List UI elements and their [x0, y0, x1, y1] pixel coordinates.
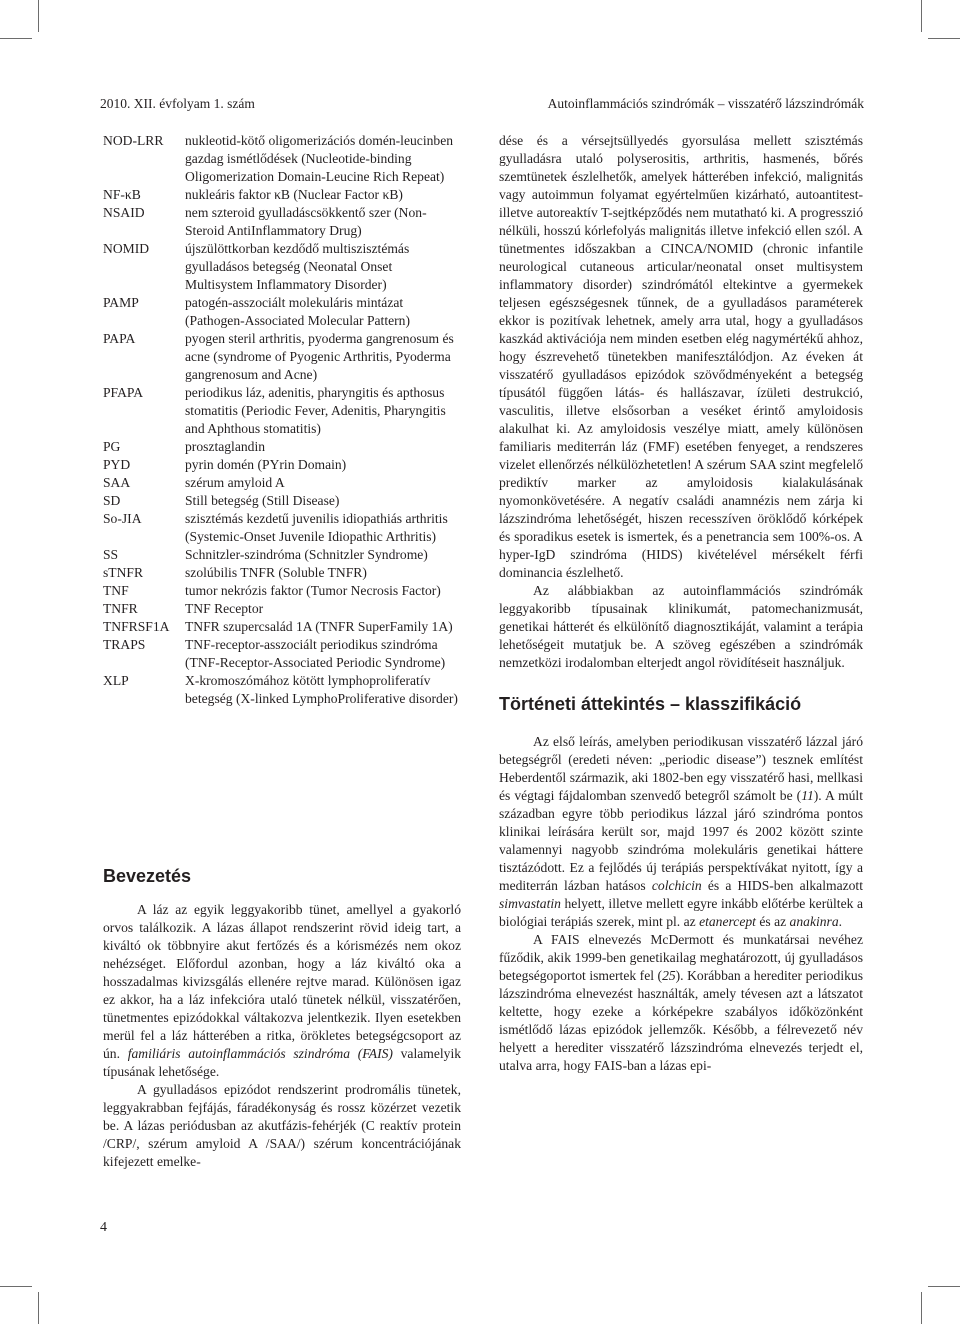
abbr-row: PG prosztaglandin	[103, 439, 266, 454]
abbr-row: XLP X-kromoszómához kötött lymphoproliferatív betegség (X-linked LymphoProliferative disorder)	[103, 673, 458, 706]
crop-mark	[928, 38, 960, 39]
paragraph: dése és a vérsejtsüllyedés gyorsulása mellett szisztémás gyulladásra utaló polyserositis, arthritis, hasmenés, bőrés szemtünetek észlelhetők, amelyek hátterében infekció, malignitás vagy autoimmun folyamat egyértelműen kizárható, autoantitest- illetve autoreaktív T-sejtképződés nem mutatható ki. A progresszió nélküli, hosszú kórlefolyás malignitás illetve infekció ellen szól. A tünetmentes időszakban a CINCA/NOMID (chronic infantile neurological cutaneous articular/neonatal onset multisystem inflammatory disorder) szindrómától eltekintve a gyermekek teljesen egészségesnek tűnnek, de a gyulladásos paraméterek ekkor is pozitívak lehetnek, amely arra utal, hogy a gyulladásos kaszkád aktivációja nem minden esetben elég nagymértékű ahhoz, hogy észrevehető tünetekben manifesztálódjon. Az éveken át visszatérő gyulladásos epizódok szövődményeként a betegség típusától függően látás- és hallászavar, ízületi destrukció, vasculitis, illetve elsősorban a veséket érintő amyloidosis alakulhat ki. Az amyloidosis veszélye miatt, amely különösen familiaris mediterrán láz (FMF) esetében fenyeget, a rendszeres vizelet ellenőrzés nélkülözhetetlen! A szérum SAA szint megfelelő prediktív marker az amyloidosis kialakulásának nyomonkövetésére. A negatív családi anamnézis nem zárja ki lázszindróma lehetőségét, hiszen recesszíven öröklődő kórképek és sporadikus esetek is ismertek, és a penetrancia sem 100%-os. A hyper-IgD szindróma (HIDS) kivételével mérsékelt férfi dominancia észlelhető.	[499, 133, 863, 580]
abbr-row: TNF tumor nekrózis faktor (Tumor Necrosis Factor)	[103, 583, 441, 598]
crop-mark	[0, 1286, 32, 1287]
paragraph: A gyulladásos epizódot rendszerint prodromális tünetek, leggyakrabban fejfájás, fáradékonyság és rossz közérzet vezetik be. A lázas periódusban az akutfázis-fehérjék (C reaktív protein /CRP/, szérum amyloid A /SAA/) szérum koncentrációjának kifejezett emelke-	[103, 1082, 461, 1169]
crop-mark	[928, 1286, 960, 1287]
abbr-row: PAMP patogén-asszociált molekuláris mintázat (Pathogen-Associated Molecular Pattern)	[103, 295, 410, 328]
abbr-row: TRAPS TNF-receptor-asszociált periodikus szindróma (TNF-Receptor-Associated Periodic Syndrome)	[103, 637, 446, 670]
article-title: Autoinflammációs szindrómák – visszatérő lázszindrómák	[547, 96, 864, 111]
crop-mark	[38, 1292, 39, 1324]
abbr-row: SD Still betegség (Still Disease)	[103, 493, 340, 508]
abbreviation-list	[103, 132, 461, 708]
abbr-row: NSAID nem szteroid gyulladáscsökkentő szer (Non-Steroid AntiInflammatory Drug)	[103, 205, 427, 238]
right-column	[499, 132, 863, 1075]
abbr-row: So-JIA szisztémás kezdetű juvenilis idiopathiás arthritis (Systemic-Onset Juvenile Idiopathic Arthritis)	[103, 511, 448, 544]
abbr-row: TNFR TNF Receptor	[103, 601, 264, 616]
journal-issue: 2010. XII. évfolyam 1. szám	[100, 96, 255, 111]
crop-mark	[38, 0, 39, 32]
paragraph: A láz az egyik leggyakoribb tünet, amellyel a gyakorló orvos találkozik. A lázas állapot rendszerint rövid ideig tart, a kiváltó ok többnyire akut fertőzés és a kórismézés nem okoz nehézséget. Előfordul azonban, hogy a láz kiváltó oka a hosszadalmas kivizsgálás ellenére rejtve marad. Különösen igaz ez akkor, ha a láz infekcióra utaló tünetek nélkül, visszatérően, tünetmentes epizódokkal váltakozva jelentkezik. Ilyen esetekben merül fel a láz hátterében a ritka, örökletes betegségcsoport az ún. familiáris autoinflammációs szindróma (FAIS) valamelyik típusának lehetősége.	[103, 902, 462, 1079]
crop-mark	[0, 38, 32, 39]
page-number: 4	[100, 1220, 107, 1235]
abbr-row: NF-κB nukleáris faktor κB (Nuclear Factor κB)	[103, 187, 403, 202]
intro-section	[103, 901, 461, 1171]
abbr-row: PFAPA periodikus láz, adenitis, pharyngitis és apthosus stomatitis (Periodic Fever, Adenitis, Pharyngitis and Aphthous stomatitis)	[103, 385, 446, 436]
abbr-row: SS Schnitzler-szindróma (Schnitzler Syndrome)	[103, 547, 428, 562]
paragraph: Az alábbiakban az autoinflammációs szindrómák leggyakoribb típusainak klinikumát, patomechanizmusát, genetikai hátterét és elkülönítő diagnosztikáját, valamint a terápia lehetőségeit mutatjuk be. A szöveg egészében a szindrómák nemzetközi irodalomban elterjedt angol rövidítéseit használjuk.	[499, 583, 863, 670]
section-heading-intro: Bevezetés	[103, 866, 192, 886]
section-heading-history: Történeti áttekintés – klasszifikáció	[499, 694, 802, 714]
paragraph: A FAIS elnevezés McDermott és munkatársai nevéhez fűződik, akik 1999-ben genetikailag meghatározott, új gyulladásos betegségoportot ismertek fel (25). Korábban a herediter periodikus lázszindróma elnevezést használták, amely tévesen azt a látszatot keltette, hogy ezeke a kórképekre szabályos időközönként ismétlődő lázas epizódok jellemzők. Később, a félrevezető név helyett a herediter visszatérő lázszindróma elnevezés terjedt el, utalva arra, hogy FAIS-ban a lázas epi-	[499, 932, 863, 1073]
abbr-row: NOD-LRR nukleotid-kötő oligomerizációs domén-leucinben gazdag ismétlődések (Nucleotide-binding Oligomerization Domain-Leucine Rich Repeat)	[103, 133, 454, 184]
abbr-row: PAPA pyogen steril arthritis, pyoderma gangrenosum és acne (syndrome of Pyogenic Arthritis, Pyoderma gangrenosum and Acne)	[103, 331, 454, 382]
crop-mark	[921, 1292, 922, 1324]
paragraph: Az első leírás, amelyben periodikusan visszatérő lázzal járó betegségről (eredeti néven: „periodic disease”) tesznek említést Heberdentől származik, aki 1802-ben egy visszatérő hasi, mellkasi és végtagi fájdalomban szenvedő betegről számolt be (11). A múlt században egyre több periodikus lázzal járó szindróma pontos klinikai leírására került sor, majd 1997 és 2002 között szinte valamennyi nagyobb szindróma molekuláris genetikai háttere tisztázódott. Ez a fejlődés új terápiás perspektívákat nyitott, így a mediterrán lázban hatásos colchicin és a HIDS-ben alkalmazott simvastatin helyett, illetve mellett egyre inkább előtérbe kerültek a biológiai terápiás szerek, mint pl. az etanercept és az anakinra.	[499, 734, 863, 929]
crop-mark	[921, 0, 922, 32]
abbr-row: SAA szérum amyloid A	[103, 475, 285, 490]
abbr-row: sTNFR szolúbilis TNFR (Soluble TNFR)	[103, 565, 367, 580]
abbr-row: TNFRSF1A TNFR szupercsalád 1A (TNFR SuperFamily 1A)	[103, 619, 453, 634]
abbr-row: NOMID újszülöttkorban kezdődő multiszisztémás gyulladásos betegség (Neonatal Onset Multisystem Inflammatory Disorder)	[103, 241, 410, 292]
abbr-row: PYD pyrin domén (PYrin Domain)	[103, 457, 347, 472]
